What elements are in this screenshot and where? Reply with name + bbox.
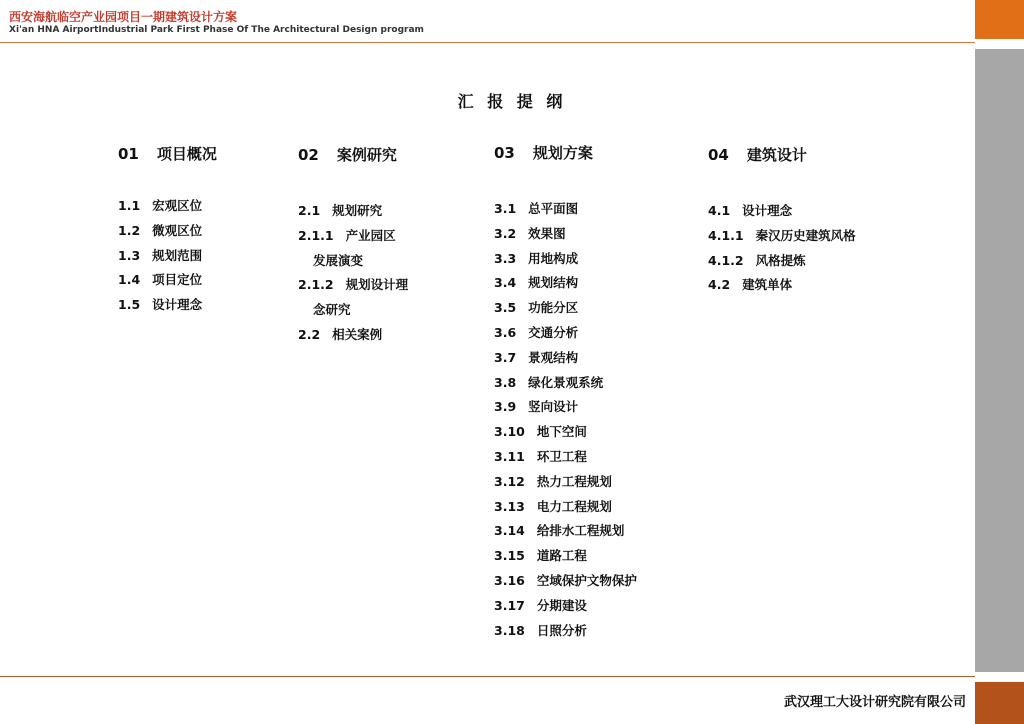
- item-label: 空域保护文物保护: [536, 572, 637, 588]
- item-number: 4.1.2: [708, 252, 744, 268]
- list-item: [494, 619, 637, 644]
- list-item: [494, 470, 637, 495]
- item-label: 项目定位: [152, 272, 203, 288]
- item-number: 3.13: [494, 498, 525, 514]
- item-label: 分期建设: [536, 597, 587, 613]
- item-number: 3.16: [494, 572, 525, 588]
- section-items: [298, 199, 408, 348]
- item-label: 电力工程规划: [536, 498, 612, 514]
- item-number: 2.2: [298, 326, 321, 342]
- accent-block-top: [975, 0, 1024, 39]
- item-label: 秦汉历史建筑风格: [755, 227, 856, 243]
- item-number: 3.5: [494, 300, 517, 316]
- item-number: 2.1.1: [298, 227, 334, 243]
- item-number: 4.1.1: [708, 227, 744, 243]
- section-title: 规划方案: [532, 144, 593, 162]
- item-label: 规划结构: [528, 275, 579, 291]
- section-heading: [298, 144, 397, 165]
- item-label: 给排水工程规划: [536, 523, 625, 539]
- item-label: 规划范围: [152, 247, 203, 263]
- item-number: 2.1.2: [298, 277, 334, 293]
- section-04: [708, 144, 856, 293]
- item-number: 3.9: [494, 399, 517, 415]
- list-item: [708, 273, 856, 298]
- item-label: 功能分区: [528, 300, 579, 316]
- list-item: [118, 293, 202, 318]
- list-item: [298, 323, 408, 348]
- company-name: 武汉理工大设计研究院有限公司: [783, 695, 966, 710]
- list-item-continuation: [298, 298, 408, 323]
- list-item: [298, 199, 408, 224]
- list-item: [494, 371, 637, 396]
- item-number: 3.1: [494, 201, 517, 216]
- item-label: 竖向设计: [528, 399, 579, 415]
- item-number: 3.12: [494, 473, 525, 489]
- section-number: 04: [708, 146, 729, 164]
- list-item: [494, 544, 637, 569]
- list-item: [494, 420, 637, 445]
- item-number: 2.1: [298, 203, 321, 218]
- section-01: [118, 143, 217, 313]
- section-items: [494, 197, 637, 643]
- item-number: 3.10: [494, 424, 525, 440]
- item-label: 规划设计理: [345, 277, 409, 293]
- list-item: [118, 219, 202, 244]
- footer-divider: [0, 676, 975, 677]
- section-number: 01: [118, 145, 139, 163]
- item-number: 3.7: [494, 349, 517, 365]
- section-title: 案例研究: [336, 146, 397, 164]
- item-number: 3.6: [494, 324, 517, 340]
- item-label: 相关案例: [332, 326, 383, 342]
- item-label: 宏观区位: [152, 198, 203, 213]
- section-title: 建筑设计: [746, 146, 807, 164]
- list-item: [118, 268, 202, 293]
- section-heading: [494, 142, 593, 163]
- header-divider: [0, 42, 975, 43]
- item-number: 3.14: [494, 523, 525, 539]
- item-number: 3.3: [494, 250, 517, 266]
- item-number: 3.4: [494, 275, 517, 291]
- item-label: 总平面图: [528, 201, 579, 216]
- item-label: 设计理念: [152, 297, 203, 313]
- section-02: [298, 144, 409, 342]
- list-item: [494, 519, 637, 544]
- item-number: 4.2: [708, 277, 731, 293]
- item-number: 3.17: [494, 597, 525, 613]
- list-item: [494, 271, 637, 296]
- list-item: [708, 224, 856, 249]
- list-item: [708, 249, 856, 274]
- list-item: [494, 222, 637, 247]
- item-label: 规划研究: [332, 203, 383, 218]
- item-label: 念研究: [313, 302, 351, 318]
- accent-block-bottom: [975, 682, 1024, 724]
- item-label: 建筑单体: [742, 277, 793, 293]
- item-number: 1.2: [118, 222, 141, 238]
- item-number: 1.3: [118, 247, 141, 263]
- item-label: 风格提炼: [755, 252, 806, 268]
- item-label: 绿化景观系统: [528, 374, 604, 390]
- item-number: 1.4: [118, 272, 141, 288]
- item-number: 3.18: [494, 622, 525, 638]
- item-label: 热力工程规划: [536, 473, 612, 489]
- list-item: [298, 273, 408, 298]
- item-label: 用地构成: [528, 250, 579, 266]
- section-title: 项目概况: [156, 145, 217, 163]
- item-label: 地下空间: [536, 424, 587, 440]
- item-label: 交通分析: [528, 324, 579, 340]
- list-item: [494, 296, 637, 321]
- item-number: 3.8: [494, 374, 517, 390]
- item-number: 3.11: [494, 448, 525, 464]
- document-title: 西安海航临空产业园项目一期建筑设计方案: [9, 10, 238, 24]
- item-label: 景观结构: [528, 349, 579, 365]
- item-label: 道路工程: [536, 548, 587, 564]
- section-heading: [708, 144, 807, 165]
- list-item-continuation: [298, 249, 408, 274]
- document-subtitle: Xi'an HNA AirportIndustrial Park First Phase Of The Architectural Design program: [9, 25, 424, 35]
- list-item: [494, 346, 637, 371]
- list-item: [118, 244, 202, 269]
- outline-title: 汇 报 提 纲: [457, 92, 567, 111]
- list-item: [494, 247, 637, 272]
- item-label: 日照分析: [536, 622, 587, 638]
- section-number: 02: [298, 146, 319, 164]
- list-item: [494, 445, 637, 470]
- section-items: [708, 199, 856, 298]
- item-number: 3.2: [494, 225, 517, 241]
- list-item: [494, 495, 637, 520]
- section-heading: [118, 143, 217, 164]
- side-bar: [975, 49, 1024, 672]
- item-label: 效果图: [528, 225, 566, 241]
- list-item: [494, 395, 637, 420]
- item-number: 3.15: [494, 548, 525, 564]
- item-label: 设计理念: [742, 203, 793, 218]
- item-label: 产业园区: [345, 227, 396, 243]
- list-item: [118, 194, 202, 219]
- item-label: 微观区位: [152, 222, 203, 238]
- item-number: 1.1: [118, 198, 141, 213]
- list-item: [494, 569, 637, 594]
- list-item: [494, 594, 637, 619]
- list-item: [494, 197, 637, 222]
- item-label: 环卫工程: [536, 448, 587, 464]
- section-items: [118, 194, 202, 318]
- list-item: [708, 199, 856, 224]
- item-label: 发展演变: [313, 252, 364, 268]
- section-number: 03: [494, 144, 515, 162]
- list-item: [298, 224, 408, 249]
- item-number: 1.5: [118, 297, 141, 313]
- item-number: 4.1: [708, 203, 731, 218]
- section-03: [494, 142, 637, 638]
- list-item: [494, 321, 637, 346]
